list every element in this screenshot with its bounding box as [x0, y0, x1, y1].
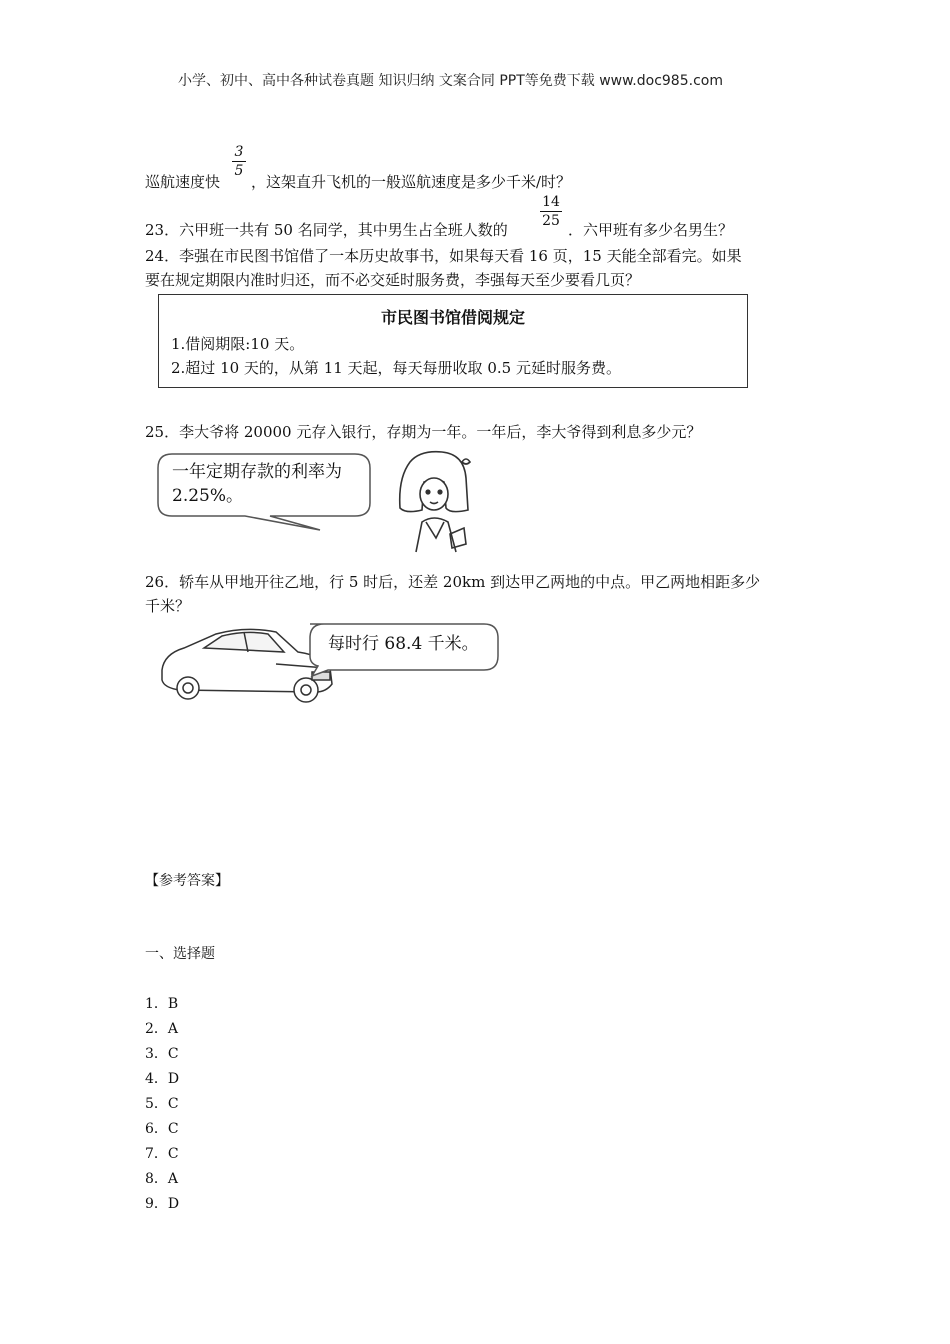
q22-suffix: ，这架直升飞机的一般巡航速度是多少千米/时？ [251, 173, 572, 191]
q23-frac-denominator: 25 [542, 213, 560, 229]
q23-fraction [540, 194, 562, 229]
answer-item: 3．C [145, 1046, 179, 1062]
answer-item: 5．C [145, 1096, 179, 1112]
q23-frac-numerator: 14 [542, 194, 560, 210]
q24-line-1: 24．李强在市民图书馆借了一本历史故事书，如果每天看 16 页，15 天能全部看完。如果 [145, 247, 742, 265]
library-rules-box [158, 294, 748, 388]
car-icon [162, 629, 332, 702]
library-rules-title: 市民图书馆借阅规定 [380, 308, 525, 327]
q23-suffix: ．六甲班有多少名男生？ [568, 221, 734, 239]
answer-item: 8．A [145, 1171, 179, 1187]
q25-bubble-line-1: 一年定期存款的利率为 [172, 462, 342, 482]
q24-line-2: 要在规定期限内准时归还，而不必交延时服务费，李强每天至少要看几页？ [145, 271, 641, 289]
answers-title: 【参考答案】 [145, 873, 229, 889]
q25-bubble-line-2: 2.25%。 [172, 486, 244, 506]
q26-line-1: 26．轿车从甲地开往乙地，行 5 时后，还差 20km 到达甲乙两地的中点。甲乙两地相距多少 [145, 573, 761, 591]
answer-item: 6．C [145, 1121, 179, 1137]
q22-prefix: 巡航速度快 [145, 173, 221, 191]
library-rule-1: 1.借阅期限:10 天。 [171, 335, 305, 353]
page-header: 小学、初中、高中各种试卷真题 知识归纳 文案合同 PPT等免费下载 www.doc985.com [178, 73, 723, 89]
answer-item: 4．D [145, 1071, 180, 1087]
q26-line-2: 千米？ [145, 597, 191, 615]
q22-frac-denominator: 5 [234, 163, 244, 179]
q26-bubble-text: 每时行 68.4 千米。 [328, 634, 479, 654]
answer-item: 9．D [145, 1196, 180, 1212]
library-rule-2: 2.超过 10 天的，从第 11 天起，每天每册收取 0.5 元延时服务费。 [171, 359, 621, 377]
q22-fraction [232, 144, 246, 179]
answer-item: 2．A [145, 1021, 179, 1037]
q23-prefix: 23．六甲班一共有 50 名同学，其中男生占全班人数的 [145, 221, 508, 239]
answer-item: 1．B [145, 996, 179, 1012]
q22-frac-numerator: 3 [234, 144, 244, 160]
answers-section-title: 一、选择题 [145, 946, 215, 962]
answer-item: 7．C [145, 1146, 179, 1162]
girl-figure [400, 452, 470, 552]
q25-line-1: 25．李大爷将 20000 元存入银行，存期为一年。一年后，李大爷得到利息多少元？ [145, 423, 702, 441]
